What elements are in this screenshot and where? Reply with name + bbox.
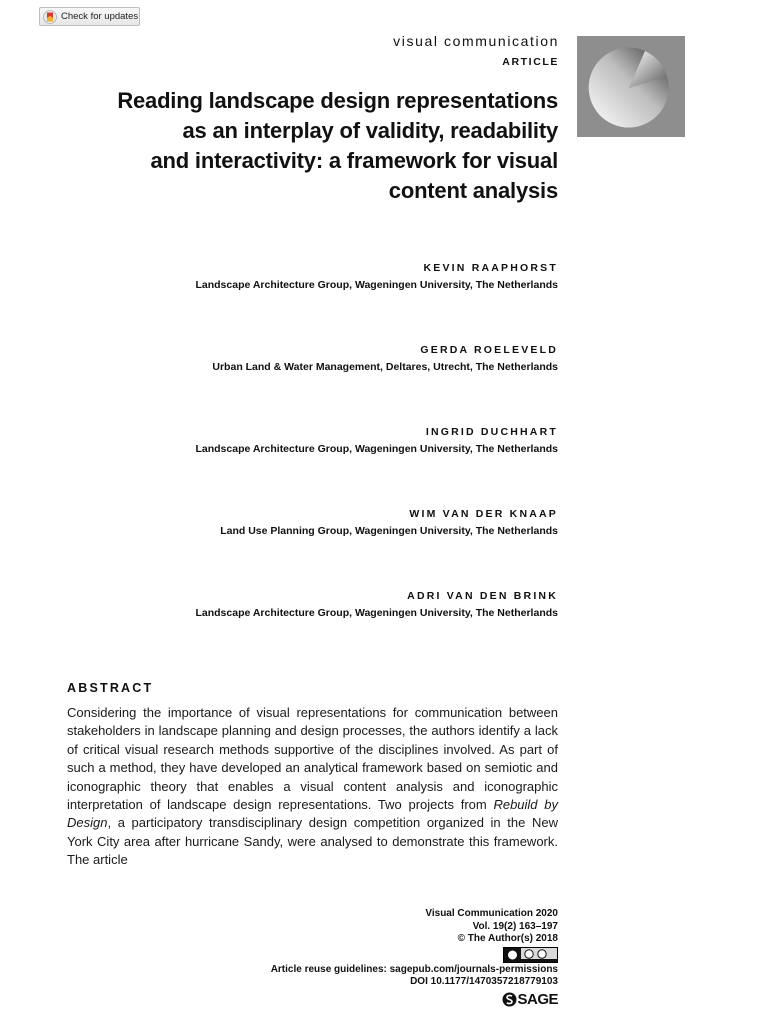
- author-affiliation: Landscape Architecture Group, Wageningen University, The Netherlands: [195, 279, 558, 291]
- author-block: [195, 262, 558, 291]
- publisher-logo: [502, 991, 558, 1008]
- sage-mark-icon: [502, 992, 517, 1007]
- logo-circle-icon: [577, 36, 685, 137]
- article-title: [40, 86, 558, 206]
- journal-year: Visual Communication 2020: [425, 908, 558, 919]
- check-for-updates-button[interactable]: [39, 7, 140, 26]
- title-line: content analysis: [388, 178, 558, 203]
- cc-license-icon: [503, 947, 558, 963]
- check-for-updates-label: Check for updates: [61, 11, 139, 22]
- author-block: [195, 426, 558, 455]
- title-line: Reading landscape design representations: [117, 88, 558, 113]
- abstract-italic-term: Rebuild by Design: [67, 797, 558, 831]
- citation-footer: [271, 908, 558, 989]
- abstract-heading: ABSTRACT: [67, 681, 154, 695]
- abstract-text-part: Considering the importance of visual representations for communication between stakeholders in landscape planning and design processes, the authors identify a lack of critical visual research methods supportive of the disciplines involved. As part of such a method, they have developed an analytical framework based on semiotic and iconographic theory that enables a visual content analysis and iconographic interpretation of landscape design representations. Two projects from: [67, 705, 558, 813]
- author-affiliation: Landscape Architecture Group, Wageningen University, The Netherlands: [195, 607, 558, 619]
- cc-license-badge: [271, 946, 558, 964]
- publisher-name: SAGE: [517, 991, 558, 1008]
- article-type: ARTICLE: [502, 56, 559, 68]
- crossmark-icon: [43, 10, 57, 24]
- author-affiliation: Land Use Planning Group, Wageningen University, The Netherlands: [220, 525, 558, 537]
- author-name: WIM VAN DER KNAAP: [409, 508, 558, 520]
- author-block: [212, 344, 558, 373]
- author-name: INGRID DUCHHART: [425, 426, 558, 438]
- title-line: as an interplay of validity, readability: [182, 118, 558, 143]
- journal-name: visual communication: [393, 33, 559, 49]
- author-name: ADRI VAN DEN BRINK: [407, 590, 558, 602]
- author-affiliation: Landscape Architecture Group, Wageningen University, The Netherlands: [195, 443, 558, 455]
- author-name: KEVIN RAAPHORST: [423, 262, 558, 274]
- abstract-text-part: , a participatory transdisciplinary design competition organized in the New York City area after hurricane Sandy, were analysed to demonstrate this framework. The article: [67, 815, 558, 868]
- doi: DOI 10.1177/1470357218779103: [410, 976, 558, 988]
- author-name: GERDA ROELEVELD: [420, 344, 558, 356]
- author-affiliation: Urban Land & Water Management, Deltares, Utrecht, The Netherlands: [212, 361, 558, 373]
- journal-logo: [577, 36, 685, 137]
- volume-info: Vol. 19(2) 163–197: [472, 920, 558, 932]
- abstract-text: [67, 704, 558, 870]
- copyright-notice: © The Author(s) 2018: [457, 933, 558, 945]
- author-block: [220, 508, 558, 537]
- reuse-guidelines: Article reuse guidelines: sagepub.com/journals-permissions: [270, 963, 558, 975]
- title-line: and interactivity: a framework for visual: [150, 148, 558, 173]
- author-block: [195, 590, 558, 619]
